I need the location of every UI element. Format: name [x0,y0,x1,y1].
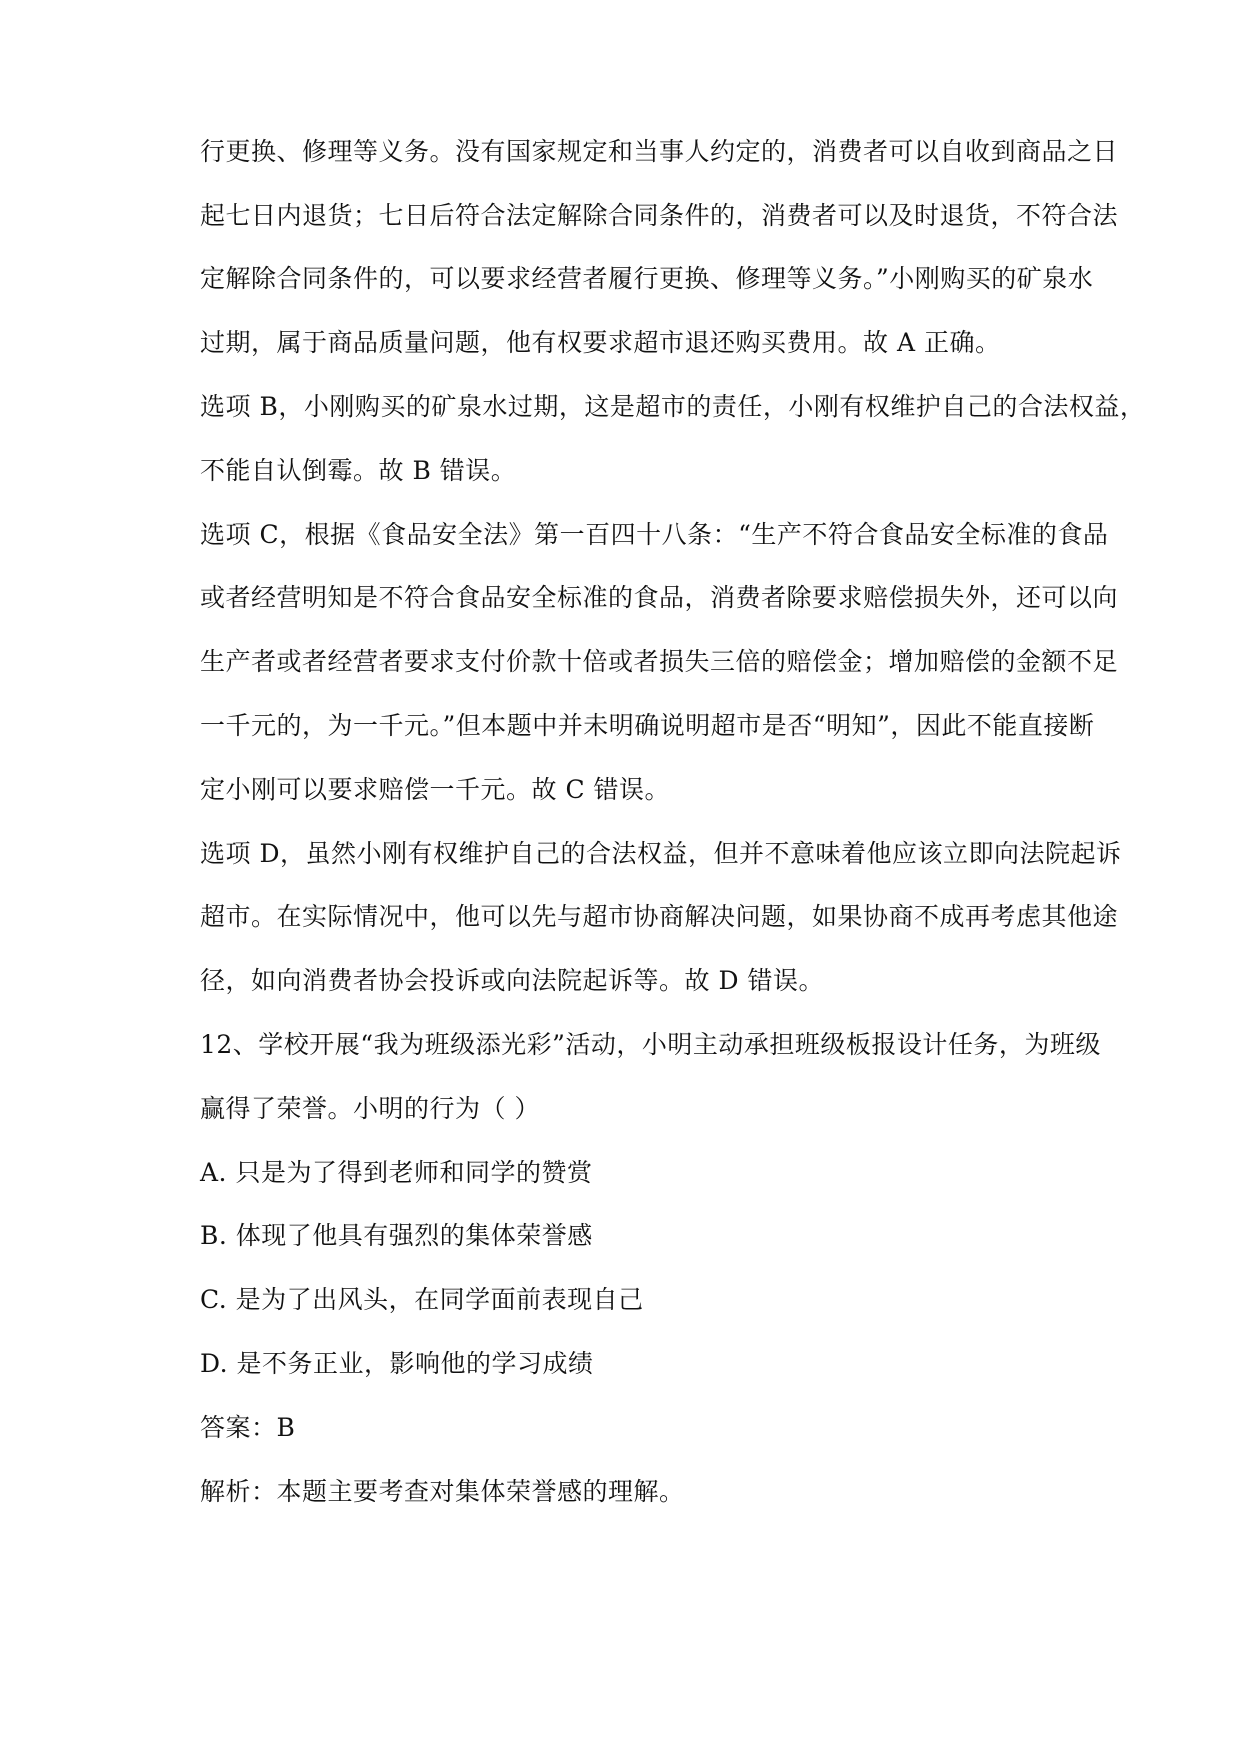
question-stem-line: 赢得了荣誉。小明的行为（ ） [200,1094,540,1123]
text-line: 选项 B，小刚购买的矿泉水过期，这是超市的责任，小刚有权维护自己的合法权益， [200,392,1146,421]
text-line: 定解除合同条件的，可以要求经营者履行更换、修理等义务。”小刚购买的矿泉水 [200,264,1094,293]
text-line: 选项 D，虽然小刚有权维护自己的合法权益，但并不意味着他应该立即向法院起诉 [200,839,1122,868]
option-a: A. 只是为了得到老师和同学的赞赏 [200,1158,593,1187]
text-line: 行更换、修理等义务。没有国家规定和当事人约定的，消费者可以自收到商品之日 [200,137,1119,166]
text-line: 或者经营明知是不符合食品安全标准的食品，消费者除要求赔偿损失外，还可以向 [200,583,1119,612]
analysis-line: 解析：本题主要考查对集体荣誉感的理解。 [200,1477,685,1506]
text-line: 不能自认倒霉。故 B 错误。 [200,456,517,485]
option-b: B. 体现了他具有强烈的集体荣誉感 [200,1221,593,1250]
answer-line: 答案：B [200,1413,296,1442]
text-line: 一千元的，为一千元。”但本题中并未明确说明超市是否“明知”，因此不能直接断 [200,711,1095,740]
text-line: 径，如向消费者协会投诉或向法院起诉等。故 D 错误。 [200,966,824,995]
text-line: 选项 C，根据《食品安全法》第一百四十八条：“生产不符合食品安全标准的食品 [200,520,1109,549]
option-c: C. 是为了出风头，在同学面前表现自己 [200,1285,644,1314]
text-line: 超市。在实际情况中，他可以先与超市协商解决问题，如果协商不成再考虑其他途 [200,902,1119,931]
text-line: 生产者或者经营者要求支付价款十倍或者损失三倍的赔偿金；增加赔偿的金额不足 [200,647,1119,676]
question-stem-line: 12、学校开展“我为班级添光彩”活动，小明主动承担班级板报设计任务，为班级 [200,1030,1101,1059]
text-line: 起七日内退货；七日后符合法定解除合同条件的，消费者可以及时退货，不符合法 [200,201,1119,230]
text-line: 定小刚可以要求赔偿一千元。故 C 错误。 [200,775,671,804]
text-line: 过期，属于商品质量问题，他有权要求超市退还购买费用。故 A 正确。 [200,328,1001,357]
option-d: D. 是不务正业，影响他的学习成绩 [200,1349,594,1378]
